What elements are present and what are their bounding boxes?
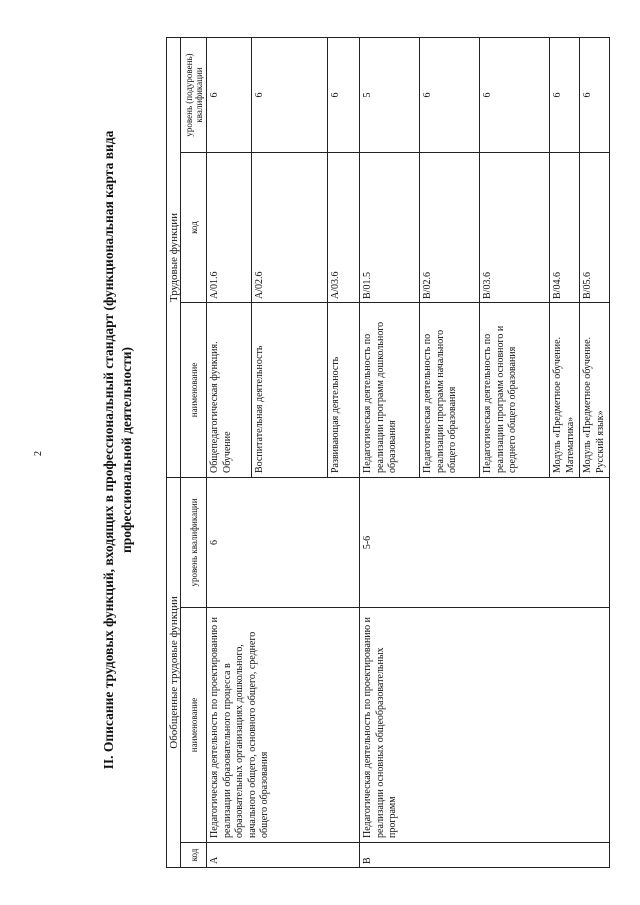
labor-function-level: 6: [252, 38, 328, 153]
labor-function-level: 6: [550, 38, 580, 153]
labor-function-name: Общепедагогическая функция. Обучение: [207, 303, 252, 478]
header-tf-level: уровень (подуровень) квалификации: [181, 38, 207, 153]
section-heading: [100, 10, 136, 890]
labor-function-name: Развивающая деятельность: [328, 303, 360, 478]
labor-function-name: Педагогическая деятельность по реализации программ дошкольного образования: [360, 303, 420, 478]
labor-function-name: Педагогическая деятельность по реализации программ основного и среднего общего образования: [480, 303, 550, 478]
labor-function-code: B/03.6: [480, 153, 550, 303]
header-tf-name: наименование: [181, 303, 207, 478]
labor-function-level: 6: [480, 38, 550, 153]
labor-function-code: A/01.6: [207, 153, 252, 303]
labor-function-code: B/01.5: [360, 153, 420, 303]
group-b-level: 5-6: [360, 478, 610, 608]
header-labor-functions: Трудовые функции: [167, 38, 181, 478]
group-a-code: A: [207, 843, 360, 868]
group-b-code: B: [360, 843, 610, 868]
labor-function-code: B/04.6: [550, 153, 580, 303]
labor-function-code: B/05.6: [580, 153, 610, 303]
section-heading-line-1: II. Описание трудовых функций, входящих в профессиональный стандарт (функциональная карта вида: [101, 130, 116, 770]
header-gen-level: уровень квалификации: [181, 478, 207, 608]
header-generalized-functions: Обобщенные трудовые функции: [167, 478, 181, 868]
table-row: [207, 38, 252, 868]
table-row: [360, 38, 420, 868]
section-heading-line-2: профессиональной деятельности): [119, 347, 134, 553]
header-tf-code: код: [181, 153, 207, 303]
labor-function-level: 6: [328, 38, 360, 153]
labor-function-level: 6: [420, 38, 480, 153]
labor-function-code: B/02.6: [420, 153, 480, 303]
group-a-name: Педагогическая деятельность по проектированию и реализации образовательного процесса в образовательных организациях дошкольного, начального общего, основного общего, среднего общего образования: [207, 608, 360, 843]
page-number: 2: [33, 451, 44, 456]
labor-function-code: A/02.6: [252, 153, 328, 303]
labor-function-code: A/03.6: [328, 153, 360, 303]
header-gen-code: код: [181, 843, 207, 868]
labor-function-name: Модуль «Предметное обучение. Математика»: [550, 303, 580, 478]
functional-map-table: [166, 37, 610, 868]
labor-function-name: Воспитательная деятельность: [252, 303, 328, 478]
functional-map-table-wrapper: [166, 38, 609, 868]
labor-function-name: Педагогическая деятельность по реализации программ начального общего образования: [420, 303, 480, 478]
labor-function-level: 6: [207, 38, 252, 153]
header-gen-name: наименование: [181, 608, 207, 843]
labor-function-level: 6: [580, 38, 610, 153]
labor-function-level: 5: [360, 38, 420, 153]
group-a-level: 6: [207, 478, 360, 608]
labor-function-name: Модуль «Предметное обучение. Русский язык»: [580, 303, 610, 478]
group-b-name: Педагогическая деятельность по проектированию и реализации основных общеобразовательных программ: [360, 608, 610, 843]
